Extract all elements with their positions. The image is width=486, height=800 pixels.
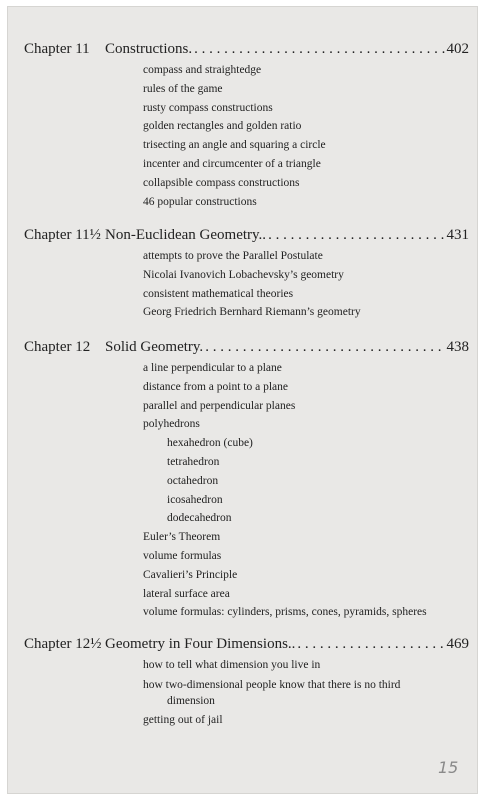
chapter-number: Chapter 12 bbox=[24, 339, 91, 355]
topic-item: how two-dimensional people know that there is no third bbox=[143, 678, 401, 691]
topic-item: Georg Friedrich Bernhard Riemann’s geometry bbox=[143, 306, 361, 319]
topic-item: getting out of jail bbox=[143, 713, 223, 726]
chapter-number: Chapter 11 bbox=[24, 41, 90, 57]
topic-item: Cavalieri’s Principle bbox=[143, 568, 238, 581]
dot-leader bbox=[203, 339, 444, 356]
dot-leader bbox=[192, 41, 444, 58]
chapter-title: Constructions. bbox=[105, 41, 193, 57]
topic-item: trisecting an angle and squaring a circle bbox=[143, 139, 326, 152]
topic-item: golden rectangles and golden ratio bbox=[143, 120, 302, 133]
topic-item: compass and straightedge bbox=[143, 64, 262, 76]
topic-item: incenter and circumcenter of a triangle bbox=[143, 157, 321, 170]
topic-item: rusty compass constructions bbox=[143, 101, 273, 114]
topic-item: how to tell what dimension you live in bbox=[143, 659, 321, 671]
subtopic-item: tetrahedron bbox=[167, 455, 220, 468]
topic-item: attempts to prove the Parallel Postulate bbox=[143, 250, 323, 262]
topic-item: a line perpendicular to a plane bbox=[143, 362, 282, 374]
chapter-title: Geometry in Four Dimensions.. bbox=[105, 636, 296, 652]
chapter-heading bbox=[24, 339, 469, 359]
subtopic-item: octahedron bbox=[167, 474, 219, 487]
chapter-number: Chapter 11½ bbox=[24, 227, 101, 243]
topic-item: parallel and perpendicular planes bbox=[143, 399, 296, 412]
topic-item: volume formulas: cylinders, prisms, cones, pyramids, spheres bbox=[143, 606, 427, 619]
dot-leader bbox=[266, 227, 444, 244]
chapter-page-number: 469 bbox=[446, 636, 469, 652]
chapter-title: Solid Geometry. bbox=[105, 339, 204, 355]
subtopic-item: hexahedron (cube) bbox=[167, 437, 253, 450]
chapter-page-number: 431 bbox=[446, 227, 469, 243]
topic-item: collapsible compass constructions bbox=[143, 176, 300, 189]
chapter-heading bbox=[24, 636, 469, 656]
chapter-page-number: 438 bbox=[446, 339, 469, 355]
chapter-heading bbox=[24, 41, 469, 61]
topic-item: volume formulas bbox=[143, 549, 222, 562]
chapter-page-number: 402 bbox=[446, 41, 469, 57]
book-page bbox=[7, 6, 478, 794]
chapter-12 bbox=[24, 339, 469, 619]
topic-item: lateral surface area bbox=[143, 587, 230, 600]
chapter-11 bbox=[24, 41, 469, 208]
chapter-11-half bbox=[24, 227, 469, 319]
chapter-12-half bbox=[24, 636, 469, 726]
topic-item: distance from a point to a plane bbox=[143, 380, 288, 393]
chapter-title: Non-Euclidean Geometry.. bbox=[105, 227, 267, 243]
topic-item: consistent mathematical theories bbox=[143, 287, 294, 300]
subtopic-item: dodecahedron bbox=[167, 512, 232, 525]
topic-item: rules of the game bbox=[143, 82, 223, 95]
topic-list bbox=[143, 61, 463, 211]
chapter-heading bbox=[24, 227, 469, 247]
topic-item: Euler’s Theorem bbox=[143, 531, 221, 544]
topic-item-continuation: dimension bbox=[167, 694, 215, 707]
topic-item: polyhedrons bbox=[143, 418, 200, 431]
topic-list bbox=[143, 247, 463, 322]
dot-leader bbox=[295, 636, 444, 653]
topic-item: Nicolai Ivanovich Lobachevsky’s geometry bbox=[143, 268, 344, 281]
topic-list bbox=[143, 656, 463, 730]
topic-list bbox=[143, 359, 463, 622]
page-number: 15 bbox=[438, 758, 459, 777]
topic-item: 46 popular constructions bbox=[143, 195, 257, 208]
chapter-number: Chapter 12½ bbox=[24, 636, 102, 652]
subtopic-item: icosahedron bbox=[167, 493, 223, 506]
